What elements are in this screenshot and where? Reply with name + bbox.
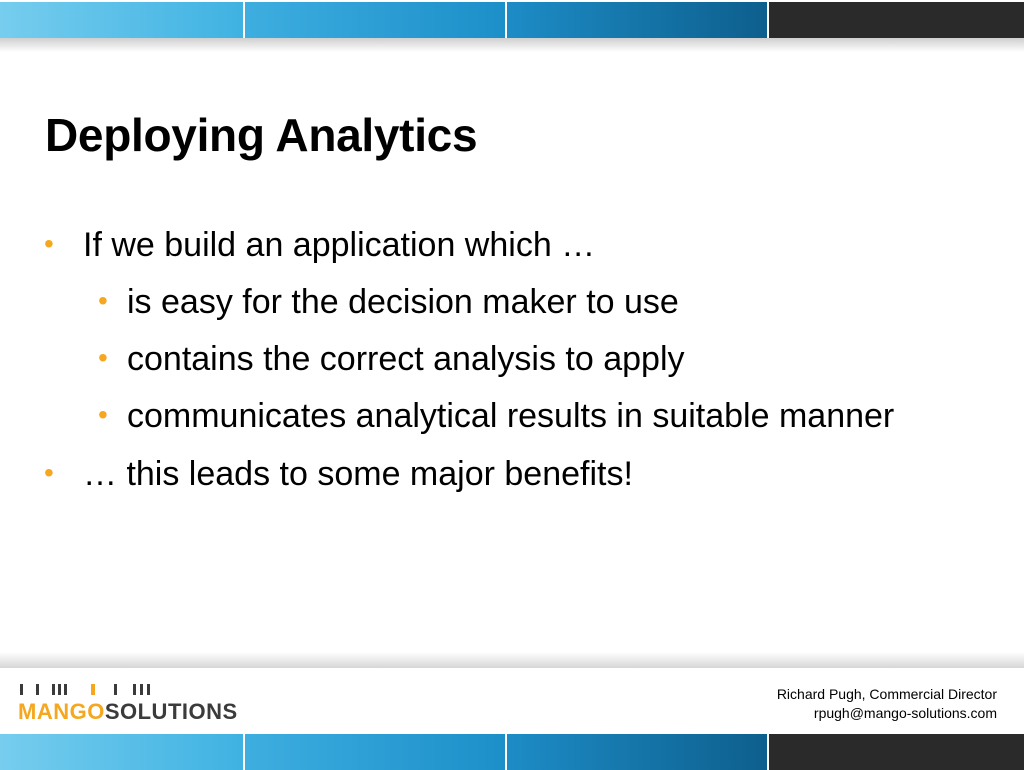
bullet-text: is easy for the decision maker to use: [127, 283, 679, 321]
bullet-dot-icon: •: [98, 342, 108, 373]
footer-band-segment-mid: [245, 734, 507, 770]
bullet-dot-icon: •: [44, 457, 54, 488]
contact-email: rpugh@mango-solutions.com: [813, 705, 997, 721]
mango-solutions-logo: [18, 683, 248, 725]
bullet-dot-icon: •: [98, 399, 108, 430]
logo-solutions-text: SOLUTIONS: [104, 699, 238, 724]
bullet-text: … this leads to some major benefits!: [83, 455, 633, 493]
bullet-text: If we build an application which …: [83, 226, 596, 264]
footer-shadow: [0, 652, 1024, 668]
bullet-text: contains the correct analysis to apply: [127, 340, 685, 378]
header-band-segment-dark: [507, 2, 769, 38]
logo-wordmark: [18, 699, 238, 725]
bottom-footer-band: [0, 734, 1024, 770]
logo-mango-text: MANGO: [18, 699, 105, 724]
bullet-text: communicates analytical results in suitable manner: [127, 397, 895, 435]
footer-band-segment-light: [0, 734, 245, 770]
bullet-dot-icon: •: [98, 285, 108, 316]
footer-band-segment-black: [769, 734, 1024, 770]
header-band-segment-mid: [245, 2, 507, 38]
header-shadow: [0, 38, 1024, 52]
contact-info: [777, 685, 997, 723]
footer-band-segment-dark: [507, 734, 769, 770]
slide-title: Deploying Analytics: [45, 109, 478, 161]
header-band-segment-light: [0, 2, 245, 38]
top-header-band: [0, 2, 1024, 38]
logo-barcode-icon: [18, 683, 168, 697]
header-band-segment-black: [769, 2, 1024, 38]
bullet-dot-icon: •: [44, 228, 54, 259]
contact-name: Richard Pugh, Commercial Director: [776, 686, 997, 702]
